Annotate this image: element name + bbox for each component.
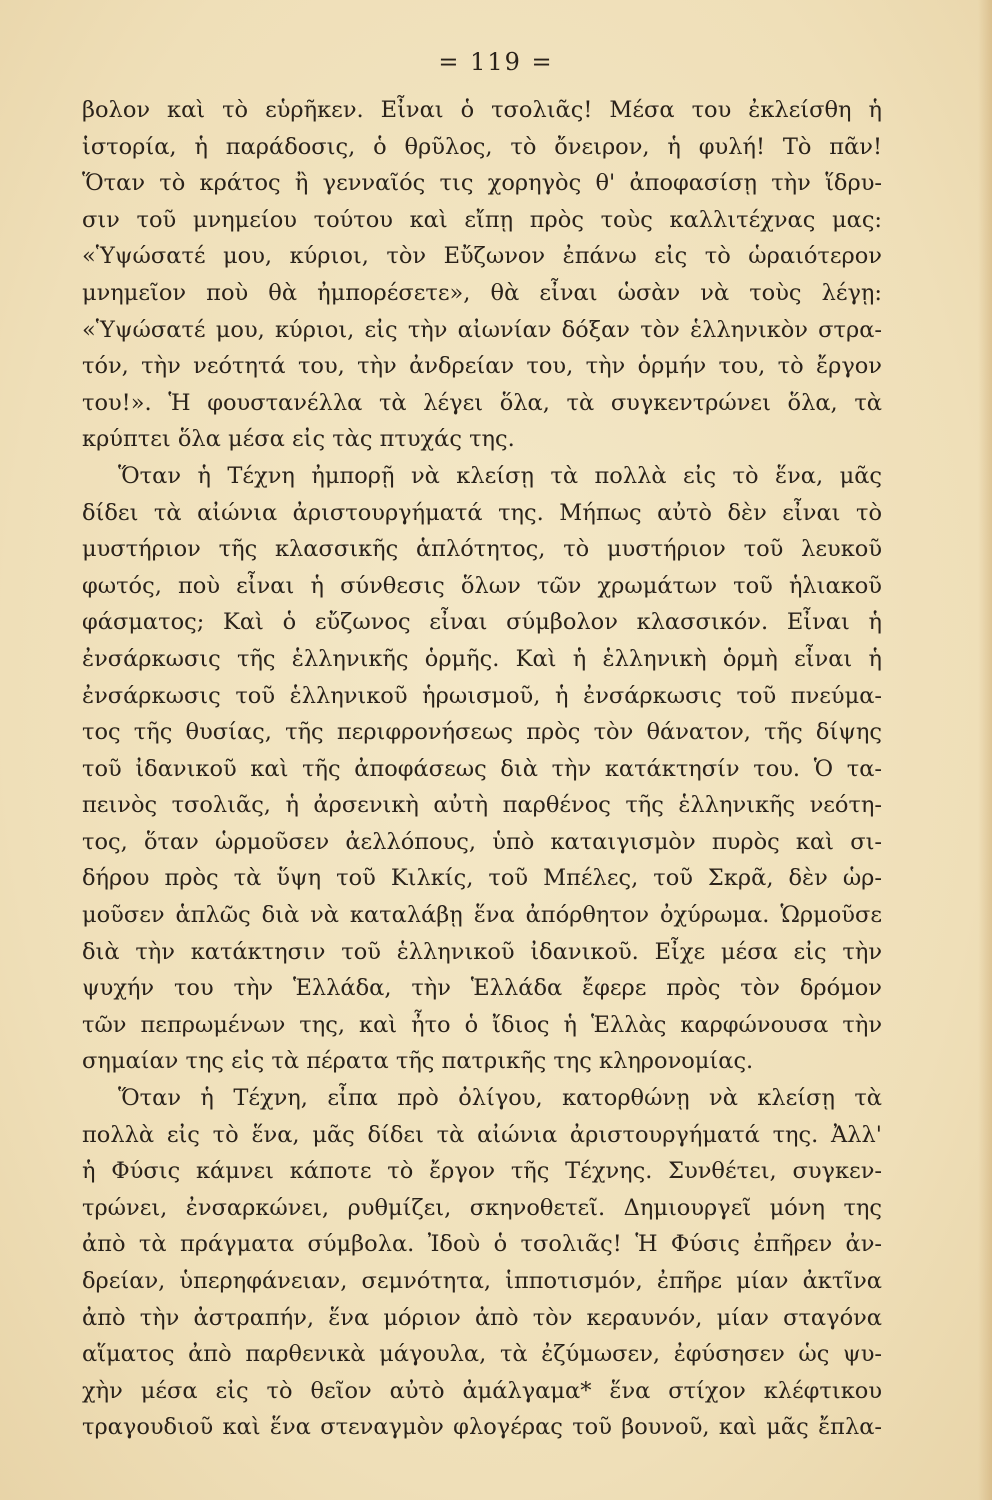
text-line: μοῦσεν ἁπλῶς διὰ νὰ καταλάβῃ ἕνα ἀπόρθητον ὀχύρωμα. Ὡρμοῦσε xyxy=(82,902,882,929)
text-line: χὴν μέσα εἰς τὸ θεῖον αὐτὸ ἀμάλγαμα* ἕνα στίχον κλέφτικου xyxy=(82,1377,882,1404)
text-line: διὰ τὴν κατάκτησιν τοῦ ἑλληνικοῦ ἰδανικοῦ. Εἶχε μέσα εἰς τὴν xyxy=(82,938,882,965)
text-line: ψυχήν του τὴν Ἑλλάδα, τὴν Ἑλλάδα ἔφερε πρὸς τὸν δρόμον xyxy=(82,975,882,1002)
text-line: σιν τοῦ μνημείου τούτου καὶ εἴπῃ πρὸς τοὺς καλλιτέχνας μας: xyxy=(82,206,882,233)
text-line: κρύπτει ὅλα μέσα εἰς τὰς πτυχάς της. xyxy=(82,426,515,453)
text-line: πολλὰ εἰς τὸ ἕνα, μᾶς δίδει τὰ αἰώνια ἀριστουργήματά της. Ἀλλ' xyxy=(82,1121,882,1148)
text-line: μνημεῖον ποὺ θὰ ἠμπορέσετε», θὰ εἶναι ὡσὰν νὰ τοὺς λέγῃ: xyxy=(82,279,882,306)
text-line: ἀπὸ τὴν ἀστραπήν, ἕνα μόριον ἀπὸ τὸν κεραυνόν, μίαν σταγόνα xyxy=(82,1304,882,1331)
text-line: ἱστορία, ἡ παράδοσις, ὁ θρῦλος, τὸ ὄνειρον, ἡ φυλή! Τὸ πᾶν! xyxy=(82,133,882,160)
text-line: Ὅταν τὸ κράτος ἢ γενναῖός τις χορηγὸς θ' ἀποφασίσῃ τὴν ἵδρυ- xyxy=(82,170,882,197)
text-line: «Ὑψώσατέ μου, κύριοι, τὸν Εὔζωνον ἐπάνω εἰς τὸ ὡραιότερον xyxy=(82,243,882,270)
text-line: σημαίαν της εἰς τὰ πέρατα τῆς πατρικῆς της κληρονομίας. xyxy=(82,1048,754,1075)
text-line: ἐνσάρκωσις τῆς ἑλληνικῆς ὁρμῆς. Καὶ ἡ ἑλληνικὴ ὁρμὴ εἶναι ἡ xyxy=(82,645,882,672)
text-line: τος τῆς θυσίας, τῆς περιφρονήσεως πρὸς τὸν θάνατον, τῆς δίψης xyxy=(82,719,882,746)
text-line: πεινὸς τσολιᾶς, ἡ ἀρσενικὴ αὐτὴ παρθένος τῆς ἑλληνικῆς νεότη- xyxy=(82,792,882,819)
page-number: = 119 = xyxy=(438,48,554,76)
text-line: Ὅταν ἡ Τέχνη, εἶπα πρὸ ὀλίγου, κατορθώνῃ νὰ κλείσῃ τὰ xyxy=(118,1085,882,1112)
text-line: ἀπὸ τὰ πράγματα σύμβολα. Ἰδοὺ ὁ τσολιᾶς! Ἡ Φύσις ἐπῆρεν ἀν- xyxy=(82,1231,882,1258)
text-line: μυστήριον τῆς κλασσικῆς ἁπλότητος, τὸ μυστήριον τοῦ λευκοῦ xyxy=(82,536,882,563)
text-line: φωτός, ποὺ εἶναι ἡ σύνθεσις ὅλων τῶν χρωμάτων τοῦ ἡλιακοῦ xyxy=(82,572,882,599)
text-line: του!». Ἡ φουστανέλλα τὰ λέγει ὅλα, τὰ συγκεντρώνει ὅλα, τὰ xyxy=(82,389,882,416)
body-text xyxy=(82,92,882,1446)
text-line: δίδει τὰ αἰώνια ἀριστουργήματά της. Μήπως αὐτὸ δὲν εἶναι τὸ xyxy=(82,499,882,526)
text-line: ἡ Φύσις κάμνει κάποτε τὸ ἔργον τῆς Τέχνης. Συνθέτει, συγκεν- xyxy=(82,1158,882,1185)
text-line: τος, ὅταν ὡρμοῦσεν ἀελλόπους, ὑπὸ καταιγισμὸν πυρὸς καὶ σι- xyxy=(82,828,882,855)
text-line: τρώνει, ἐνσαρκώνει, ρυθμίζει, σκηνοθετεῖ. Δημιουργεῖ μόνη της xyxy=(82,1194,882,1221)
text-line: ἐνσάρκωσις τοῦ ἑλληνικοῦ ἡρωισμοῦ, ἡ ἐνσάρκωσις τοῦ πνεύμα- xyxy=(82,682,882,709)
page-edge-stain xyxy=(978,0,992,1500)
text-line: φάσματος; Καὶ ὁ εὔζωνος εἶναι σύμβολον κλασσικόν. Εἶναι ἡ xyxy=(82,609,882,636)
text-line: αἵματος ἀπὸ παρθενικὰ μάγουλα, τὰ ἐζύμωσεν, ἐφύσησεν ὡς ψυ- xyxy=(82,1341,882,1368)
text-line: βολον καὶ τὸ εὑρῆκεν. Εἶναι ὁ τσολιᾶς! Μέσα του ἐκλείσθη ἡ xyxy=(82,97,882,123)
text-line: τοῦ ἰδανικοῦ καὶ τῆς ἀποφάσεως διὰ τὴν κατάκτησίν του. Ὁ τα- xyxy=(82,755,882,782)
text-line: «Ὑψώσατέ μου, κύριοι, εἰς τὴν αἰωνίαν δόξαν τὸν ἑλληνικὸν στρα- xyxy=(82,316,882,343)
text-line: τραγουδιοῦ καὶ ἕνα στεναγμὸν φλογέρας τοῦ βουνοῦ, καὶ μᾶς ἔπλα- xyxy=(82,1414,882,1441)
text-line: τῶν πεπρωμένων της, καὶ ἦτο ὁ ἴδιος ἡ Ἑλλὰς καρφώνουσα τὴν xyxy=(82,1011,882,1038)
text-line: δρείαν, ὑπερηφάνειαν, σεμνότητα, ἱπποτισμόν, ἐπῆρε μίαν ἀκτῖνα xyxy=(82,1268,882,1294)
text-line: Ὅταν ἡ Τέχνη ἠμπορῇ νὰ κλείσῃ τὰ πολλὰ εἰς τὸ ἕνα, μᾶς xyxy=(118,462,882,489)
text-line: δήρου πρὸς τὰ ὕψη τοῦ Κιλκίς, τοῦ Μπέλες, τοῦ Σκρᾶ, δὲν ὡρ- xyxy=(82,865,882,892)
text-line: τόν, τὴν νεότητά του, τὴν ἀνδρείαν του, τὴν ὁρμήν του, τὸ ἔργον xyxy=(82,353,882,380)
